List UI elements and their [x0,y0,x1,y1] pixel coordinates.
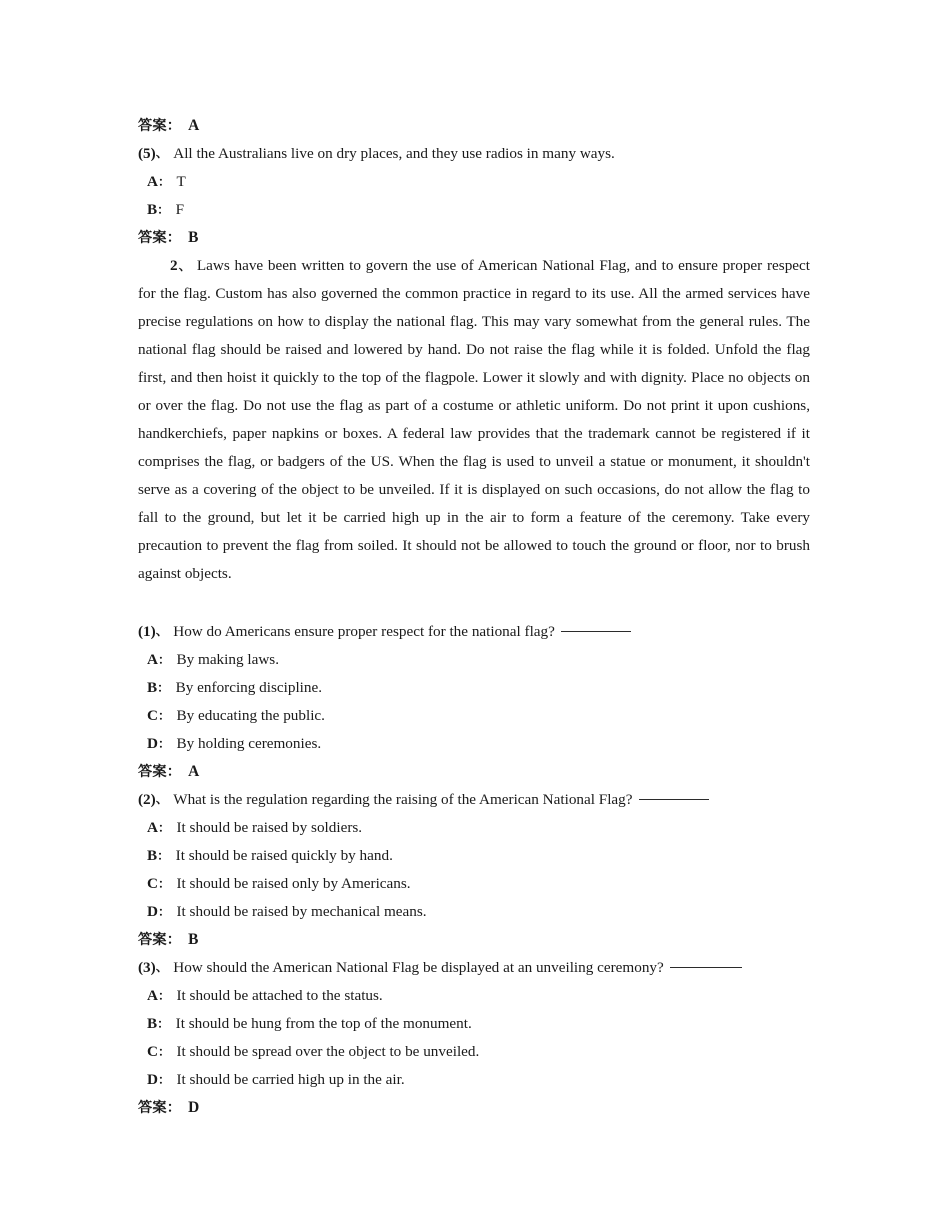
answer-row [138,112,810,140]
option-colon: ： [157,988,171,1003]
option-letter: C [147,707,158,724]
answer-row [138,758,810,786]
question-separator: 、 [155,623,169,638]
answer-blank[interactable] [561,631,631,632]
option-text: By making laws. [176,651,279,668]
question-number: (5) [138,145,156,162]
option-text: It should be carried high up in the air. [176,1071,405,1088]
option-colon: ： [157,736,171,751]
question-text: How do Americans ensure proper respect for the national flag? [173,623,555,640]
option-text: It should be spread over the object to be unveiled. [176,1043,480,1060]
option-text: By enforcing discipline. [175,679,323,696]
option-row[interactable] [138,870,810,898]
paragraph-gap [138,588,810,618]
option-row[interactable] [138,1010,810,1038]
option-text: It should be raised by soldiers. [176,819,363,836]
answer-label: 答案： [138,932,182,948]
option-letter: B [147,1015,158,1032]
option-colon: ： [157,1044,171,1059]
question-text: How should the American National Flag be displayed at an unveiling ceremony? [173,959,664,976]
answer-row [138,224,810,252]
question-number: (1) [138,623,156,640]
option-colon: ： [157,1016,170,1031]
option-letter: D [147,735,158,752]
answer-row [138,926,810,954]
option-row[interactable] [138,1066,810,1094]
option-colon: ： [157,652,171,667]
question-stem [138,618,810,646]
option-colon: ： [157,680,170,695]
option-text: It should be raised only by Americans. [176,875,411,892]
option-row[interactable] [138,168,810,196]
answer-value: B [188,229,199,246]
option-letter: D [147,1071,158,1088]
question-separator: 、 [155,791,169,806]
question-stem [138,140,810,168]
answer-value: A [188,117,200,134]
reading-passage [138,252,810,588]
option-letter: B [147,847,158,864]
option-text: T [176,173,186,190]
option-text: It should be hung from the top of the monument. [175,1015,472,1032]
option-row[interactable] [138,814,810,842]
passage-number: 2 [170,257,178,274]
option-colon: ： [157,202,170,217]
answer-blank[interactable] [639,799,709,800]
passage-separator: 、 [177,258,193,273]
option-colon: ： [157,174,171,189]
option-letter: B [147,201,158,218]
option-text: It should be raised quickly by hand. [175,847,393,864]
question-separator: 、 [155,959,169,974]
option-colon: ： [157,876,171,891]
option-colon: ： [157,708,171,723]
answer-label: 答案： [138,230,182,246]
question-separator: 、 [155,145,169,160]
option-letter: A [147,651,158,668]
passage-text: Laws have been written to govern the use of American National Flag, and to ensure proper respect for the flag. Custom has also governed the common practice in regard to its use. All the armed services have precise regulations on how to display the national flag. This may vary somewhat from the general rules. The national flag should be raised and lowered by hand. Do not raise the flag while it is folded. Unfold the flag first, and then hoist it quickly to the top of the flagpole. Lower it slowly and with dignity. Place no objects on or over the flag. Do not use the flag as part of a costume or athletic uniform. Do not print it upon cushions, handkerchiefs, paper napkins or boxes. A federal law provides that the trademark cannot be registered if it comprises the flag, or badgers of the US. When the flag is used to unveil a statue or monument, it shouldn't serve as a covering of the object to be unveiled. If it is displayed on such occasions, do not allow the flag to fall to the ground, but let it be carried high up in the air to form a feature of the ceremony. Take every precaution to prevent the flag from soiled. It should not be allowed to touch the ground or floor, nor to brush against objects. [138,257,810,582]
question-text: What is the regulation regarding the raising of the American National Flag? [173,791,633,808]
option-colon: ： [157,1072,171,1087]
question-number: (3) [138,959,156,976]
option-row[interactable] [138,842,810,870]
answer-row [138,1094,810,1122]
option-row[interactable] [138,646,810,674]
option-text: It should be attached to the status. [176,987,383,1004]
question-number: (2) [138,791,156,808]
document-content [138,112,810,1122]
option-colon: ： [157,904,171,919]
answer-value: D [188,1099,200,1116]
answer-label: 答案： [138,1100,182,1116]
answer-value: A [188,763,200,780]
option-letter: A [147,987,158,1004]
option-colon: ： [157,820,171,835]
option-colon: ： [157,848,170,863]
answer-label: 答案： [138,118,182,134]
answer-label: 答案： [138,764,182,780]
option-text: It should be raised by mechanical means. [176,903,427,920]
option-row[interactable] [138,898,810,926]
option-row[interactable] [138,702,810,730]
option-text: F [175,201,185,218]
answer-value: B [188,931,199,948]
option-letter: A [147,819,158,836]
option-row[interactable] [138,196,810,224]
question-stem [138,954,810,982]
option-letter: C [147,1043,158,1060]
option-letter: A [147,173,158,190]
option-letter: C [147,875,158,892]
question-text: All the Australians live on dry places, and they use radios in many ways. [173,145,615,162]
answer-blank[interactable] [670,967,742,968]
option-text: By holding ceremonies. [176,735,322,752]
option-letter: D [147,903,158,920]
option-letter: B [147,679,158,696]
option-text: By educating the public. [176,707,325,724]
option-row[interactable] [138,674,810,702]
question-stem [138,786,810,814]
option-row[interactable] [138,982,810,1010]
option-row[interactable] [138,1038,810,1066]
option-row[interactable] [138,730,810,758]
